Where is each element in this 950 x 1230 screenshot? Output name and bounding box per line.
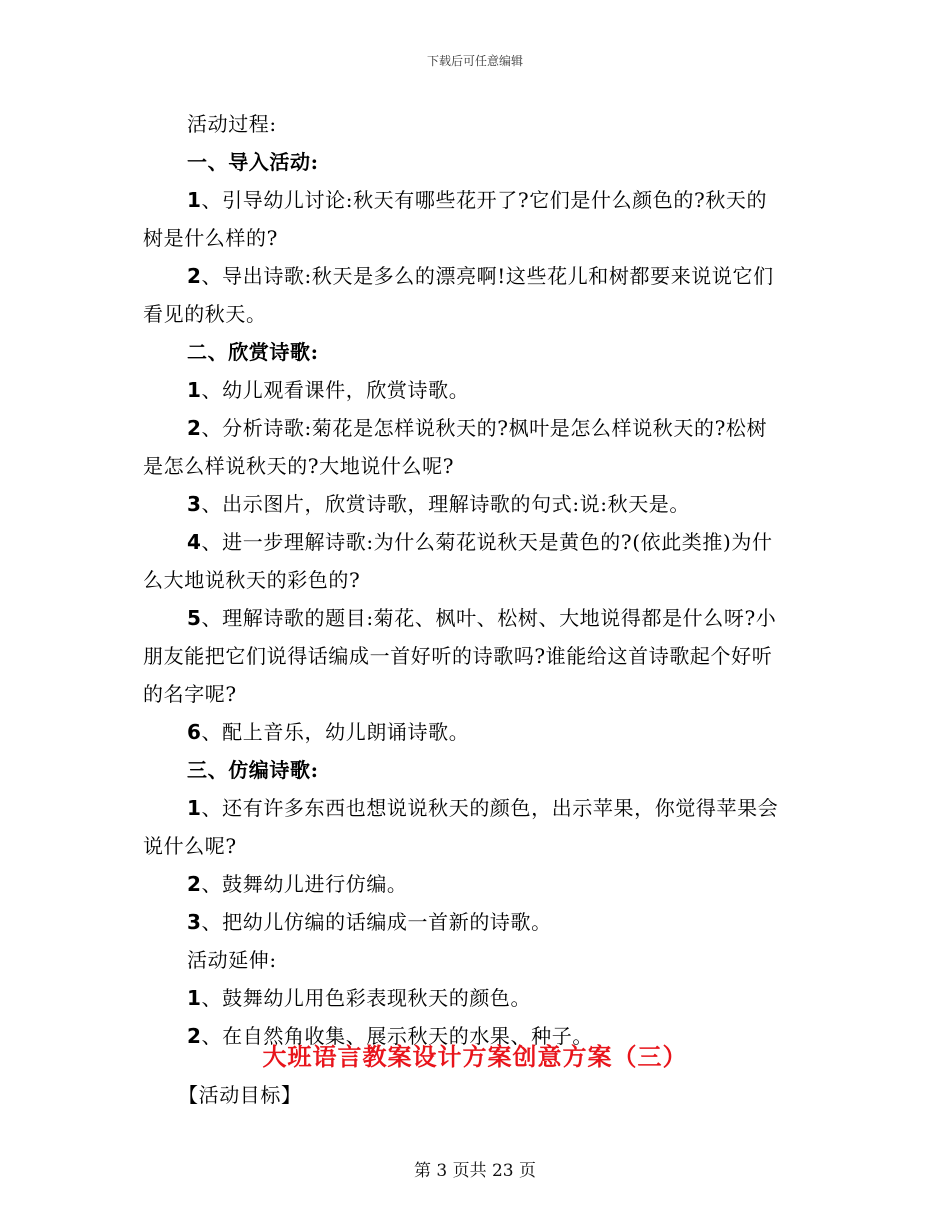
item-number: 1 xyxy=(187,796,202,820)
item-number: 3 xyxy=(187,492,202,516)
item-text: 、鼓舞幼儿进行仿编。 xyxy=(201,872,408,896)
item-number: 2 xyxy=(187,1024,202,1048)
paragraph-line: 看见的秋天。 xyxy=(143,302,267,326)
item-text: 、配上音乐，幼儿朗诵诗歌。 xyxy=(201,720,470,744)
paragraph-line: 是怎么样说秋天的?大地说什么呢? xyxy=(143,454,455,478)
item-number: 4 xyxy=(187,530,202,554)
item-number: 2 xyxy=(187,872,202,896)
paragraph-line: 活动过程: xyxy=(187,112,277,136)
item-text: 、进一步理解诗歌:为什么菊花说秋天是黄色的?(依此类推)为什 xyxy=(201,530,773,554)
paragraph-line xyxy=(143,599,808,637)
item-number: 1 xyxy=(187,188,202,212)
item-number: 6 xyxy=(187,720,202,744)
item-number: 1 xyxy=(187,986,202,1010)
item-text: 、引导幼儿讨论:秋天有哪些花开了?它们是什么颜色的?秋天的 xyxy=(201,188,768,212)
paragraph-line xyxy=(143,789,808,827)
section-heading: 三、仿编诗歌: xyxy=(187,758,319,782)
subsection-heading: 【活动目标】 xyxy=(178,1083,302,1107)
paragraph-line: 说什么呢? xyxy=(143,834,237,858)
document-body xyxy=(143,105,808,1055)
paragraph-line: 活动延伸: xyxy=(187,948,277,972)
section-heading: 二、欣赏诗歌: xyxy=(187,340,319,364)
item-text: 、分析诗歌:菊花是怎样说秋天的?枫叶是怎么样说秋天的?松树 xyxy=(201,416,768,440)
paragraph-line xyxy=(143,409,808,447)
paragraph-line xyxy=(143,257,808,295)
item-text: 、鼓舞幼儿用色彩表现秋天的颜色。 xyxy=(201,986,532,1010)
item-number: 2 xyxy=(187,264,202,288)
item-text: 、还有许多东西也想说说秋天的颜色，出示苹果，你觉得苹果会 xyxy=(201,796,779,820)
paragraph-line xyxy=(143,979,808,1017)
item-number: 3 xyxy=(187,910,202,934)
paragraph-line xyxy=(143,371,808,409)
page-header-note: 下载后可任意编辑 xyxy=(426,54,523,68)
paragraph-line xyxy=(143,713,808,751)
paragraph-line xyxy=(143,865,808,903)
paragraph-line: 的名字呢? xyxy=(143,682,237,706)
page-footer: 第 3 页共 23 页 xyxy=(413,1161,537,1181)
item-number: 1 xyxy=(187,378,202,402)
paragraph-line: 么大地说秋天的彩色的? xyxy=(143,568,361,592)
item-text: 、幼儿观看课件，欣赏诗歌。 xyxy=(201,378,470,402)
section-title: 大班语言教案设计方案创意方案（三） xyxy=(262,1042,688,1071)
section-heading: 一、导入活动: xyxy=(187,150,319,174)
paragraph-line: 朋友能把它们说得话编成一首好听的诗歌吗?谁能给这首诗歌起个好听 xyxy=(143,644,773,668)
item-text: 、理解诗歌的题目:菊花、枫叶、松树、大地说得都是什么呀?小 xyxy=(201,606,777,630)
item-number: 5 xyxy=(187,606,202,630)
paragraph-line xyxy=(143,485,808,523)
paragraph-line xyxy=(143,903,808,941)
item-text: 、导出诗歌:秋天是多么的漂亮啊!这些花儿和树都要来说说它们 xyxy=(201,264,774,288)
paragraph-line xyxy=(143,523,808,561)
item-text: 、出示图片，欣赏诗歌，理解诗歌的句式:说:秋天是。 xyxy=(201,492,691,516)
paragraph-line: 树是什么样的? xyxy=(143,226,278,250)
paragraph-line xyxy=(143,181,808,219)
item-number: 2 xyxy=(187,416,202,440)
item-text: 、把幼儿仿编的话编成一首新的诗歌。 xyxy=(201,910,552,934)
item-text: 、在自然角收集、展示秋天的水果、种子。 xyxy=(201,1024,593,1048)
